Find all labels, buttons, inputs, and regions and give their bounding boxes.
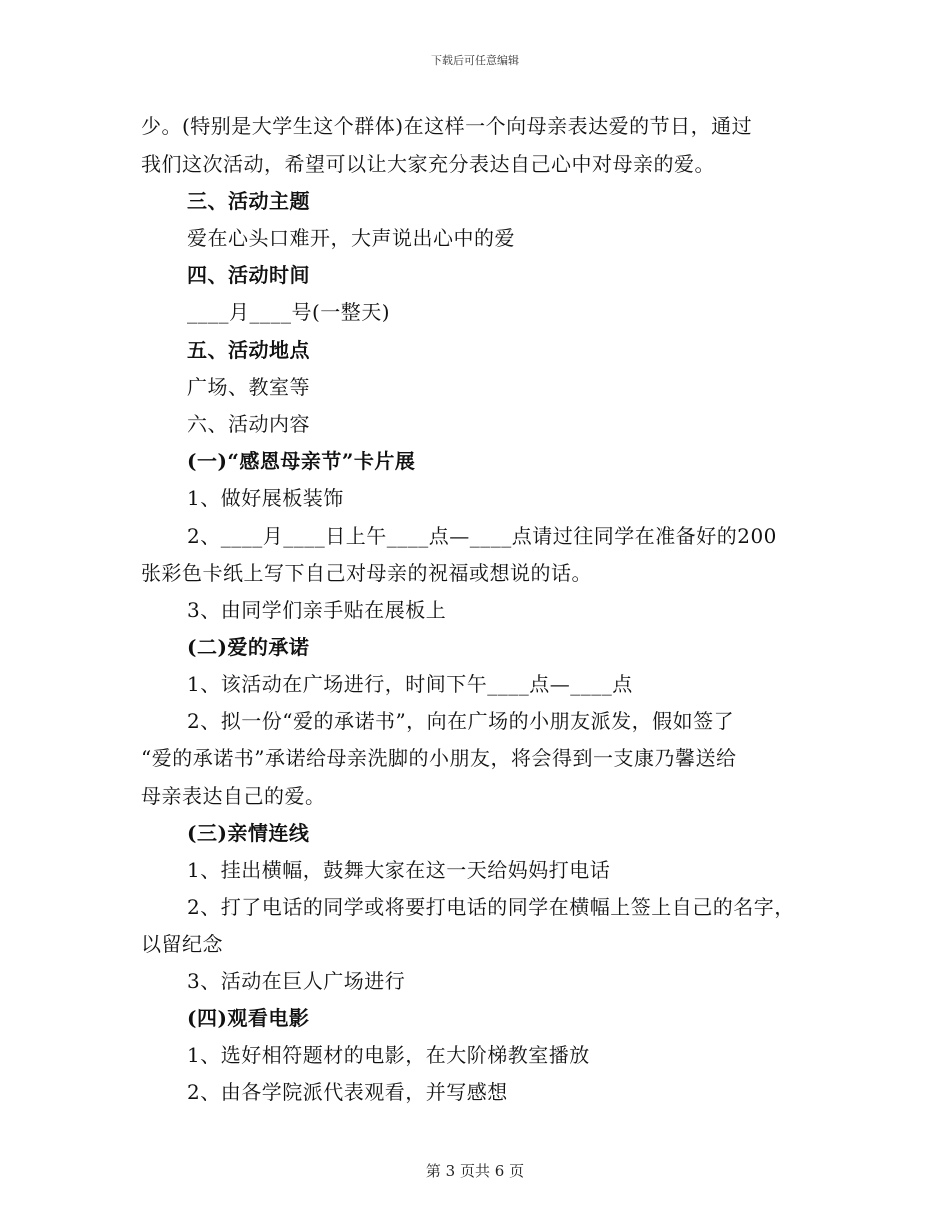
body-text-line: “爱的承诺书”承诺给母亲洗脚的小朋友，将会得到一支康乃馨送给 <box>141 746 737 770</box>
list-item: 2、打了电话的同学或将要打电话的同学在横幅上签上自己的名字， <box>187 895 795 919</box>
body-text-line: 少。(特别是大学生这个群体)在这样一个向母亲表达爱的节日，通过 <box>141 114 753 138</box>
body-text-line: ____月____号(一整天) <box>187 300 391 324</box>
body-text-line: 我们这次活动，希望可以让大家充分表达自己心中对母亲的爱。 <box>141 152 715 176</box>
body-text-line: 以留纪念 <box>141 932 223 956</box>
list-item: 2、拟一份“爱的承诺书”，向在广场的小朋友派发，假如签了 <box>187 709 735 733</box>
list-item: 1、做好展板装饰 <box>187 486 344 510</box>
section-heading-content: 六、活动内容 <box>187 412 310 436</box>
list-item: 1、选好相符题材的电影，在大阶梯教室播放 <box>187 1043 590 1067</box>
body-text-line: 张彩色卡纸上写下自己对母亲的祝福或想说的话。 <box>141 561 592 585</box>
list-item: 1、该活动在广场进行，时间下午____点—____点 <box>187 672 633 696</box>
list-item: 1、挂出横幅，鼓舞大家在这一天给妈妈打电话 <box>187 858 611 882</box>
list-item: 2、由各学院派代表观看，并写感想 <box>187 1080 508 1104</box>
list-item: 3、活动在巨人广场进行 <box>187 969 406 993</box>
section-heading-location: 五、活动地点 <box>187 338 310 362</box>
section-heading-time: 四、活动时间 <box>187 263 310 287</box>
subsection-heading-card-exhibit: (一)“感恩母亲节”卡片展 <box>187 449 416 473</box>
list-item: 2、____月____日上午____点—____点请过往同学在准备好的200 <box>187 524 777 548</box>
list-item: 3、由同学们亲手贴在展板上 <box>187 598 447 622</box>
subsection-heading-promise: (二)爱的承诺 <box>187 635 310 659</box>
body-text-line: 广场、教室等 <box>187 375 310 399</box>
body-text-line: 爱在心头口难开，大声说出心中的爱 <box>187 226 515 250</box>
body-text-line: 母亲表达自己的爱。 <box>141 784 326 808</box>
page-footer: 第 3 页共 6 页 <box>425 1162 525 1180</box>
subsection-heading-movie: (四)观看电影 <box>187 1006 310 1030</box>
section-heading-theme: 三、活动主题 <box>187 189 310 213</box>
subsection-heading-family-line: (三)亲情连线 <box>187 821 310 845</box>
page-header: 下载后可任意编辑 <box>431 54 519 67</box>
